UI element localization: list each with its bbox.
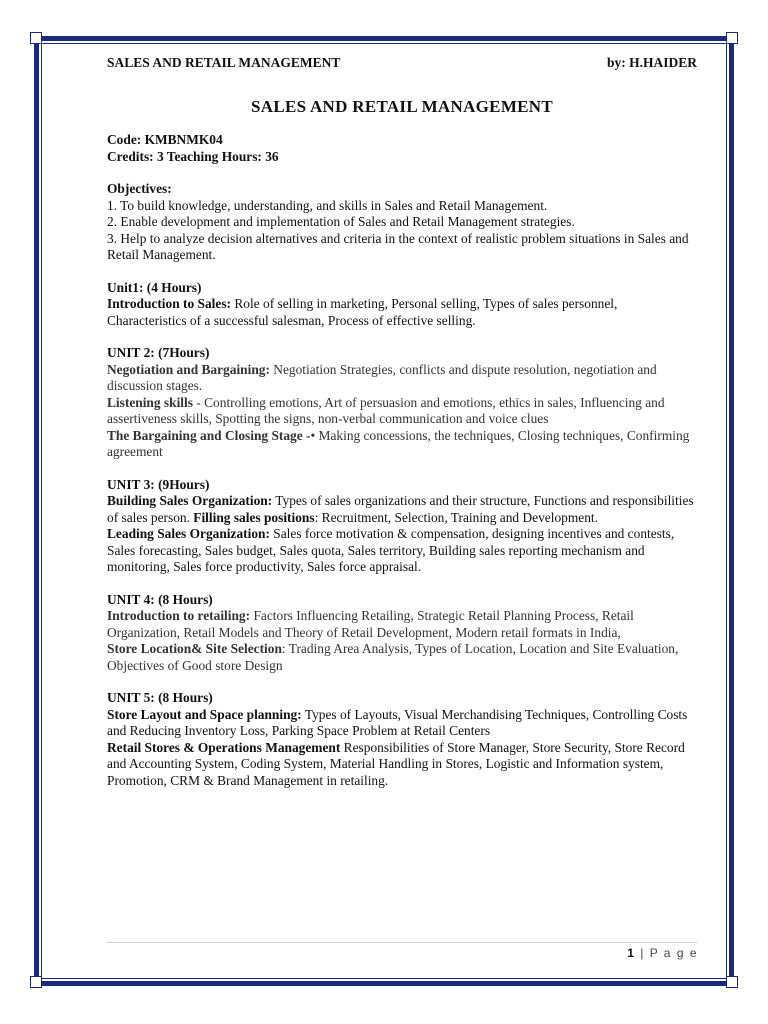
topic-title: The Bargaining and Closing Stage - bbox=[107, 427, 311, 443]
header-author: by: H.HAIDER bbox=[606, 55, 697, 70]
topic-title: Retail Stores & Operations Management bbox=[107, 739, 341, 755]
unit-paragraph bbox=[107, 428, 697, 461]
objective-item: 1. To build knowledge, understanding, and skills in Sales and Retail Management. bbox=[107, 197, 548, 213]
page-number: 1 bbox=[627, 946, 636, 960]
course-credits: Credits: 3 Teaching Hours: 36 bbox=[107, 148, 279, 164]
unit-3-section bbox=[107, 477, 697, 576]
topic-title: Building Sales Organization: bbox=[107, 493, 273, 508]
course-code: Code: KMBNMK04 bbox=[107, 132, 223, 147]
border-corner-bottom-right bbox=[726, 976, 738, 988]
unit-2-section bbox=[107, 345, 697, 461]
page-label: P a g e bbox=[649, 946, 698, 960]
unit-heading: Unit1: (4 Hours) bbox=[107, 279, 202, 295]
topic-description: Sales force motivation & compensation, designing incentives and contests, Sales forecasting, Sales budget, Sales quota, Sales territory, Building sales reporting mechanism and monitoring, Sales force productivity, Sales force appraisal. bbox=[107, 526, 675, 574]
unit-heading: UNIT 4: (8 Hours) bbox=[107, 591, 213, 607]
objectives-section bbox=[107, 181, 697, 264]
topic-description: : Trading Area Analysis, Types of Location, Location and Site Evaluation, Objectives of Good store Design bbox=[107, 641, 679, 673]
topic-title: Listening skills bbox=[107, 394, 193, 410]
topic-description: Factors Influencing Retailing, Strategic Retail Planning Process, Retail Organization, Retail Models and Theory of Retail Development, Modern retail formats in India, bbox=[107, 608, 634, 640]
topic-title: Store Layout and Space planning: bbox=[107, 706, 302, 722]
topic-description: • Making concessions, the techniques, Closing techniques, Confirming agreement bbox=[107, 427, 690, 459]
topic-title: Negotiation and Bargaining: bbox=[107, 361, 270, 377]
header-left-text: SALES AND RETAIL MANAGEMENT bbox=[107, 55, 341, 70]
objectives-heading: Objectives: bbox=[107, 181, 172, 196]
unit-heading: UNIT 3: (9Hours) bbox=[107, 476, 210, 492]
unit-paragraph bbox=[107, 740, 697, 790]
topic-description: Types of sales organizations and their structure, Functions and responsibilities of sales person. bbox=[107, 493, 694, 525]
footer-separator: | bbox=[635, 946, 650, 960]
unit-paragraph bbox=[107, 395, 697, 428]
running-header bbox=[107, 55, 697, 72]
objective-item: 2. Enable development and implementation of Sales and Retail Management strategies. bbox=[107, 214, 575, 229]
document-title: SALES AND RETAIL MANAGEMENT bbox=[250, 96, 554, 116]
topic-description: : Recruitment, Selection, Training and Development. bbox=[314, 509, 598, 525]
unit-paragraph bbox=[107, 362, 697, 395]
topic-title: Filling sales positions bbox=[193, 509, 315, 525]
topic-description: Negotiation Strategies, conflicts and dispute resolution, negotiation and discussion stages. bbox=[107, 361, 657, 393]
border-corner-top-right bbox=[726, 32, 738, 44]
document-body bbox=[107, 55, 697, 789]
unit-4-section bbox=[107, 592, 697, 675]
footer-divider bbox=[107, 942, 697, 943]
unit-paragraph bbox=[107, 493, 697, 526]
border-corner-top-left bbox=[30, 32, 42, 44]
course-meta bbox=[107, 132, 697, 165]
topic-description: Types of Layouts, Visual Merchandising Techniques, Controlling Costs and Reducing Inventory Loss, Parking Space Problem at Retail Centers bbox=[107, 706, 688, 738]
unit-paragraph bbox=[107, 526, 697, 576]
unit-5-section bbox=[107, 690, 697, 789]
page-footer bbox=[627, 946, 698, 960]
objective-item: 3. Help to analyze decision alternatives and criteria in the context of realistic problem situations in Sales and Retail Management. bbox=[107, 230, 689, 262]
unit-1-section bbox=[107, 280, 697, 330]
topic-description: - Controlling emotions, Art of persuasion and emotions, ethics in sales, Influencing and assertiveness skills, Spotting the signs, non-verbal communication and voice clues bbox=[107, 394, 665, 426]
topic-title: Store Location& Site Selection bbox=[107, 641, 282, 656]
border-corner-bottom-left bbox=[30, 976, 42, 988]
topic-title: Introduction to retailing: bbox=[107, 608, 251, 623]
topic-title: Introduction to Sales: bbox=[107, 296, 232, 311]
topic-description: Role of selling in marketing, Personal selling, Types of sales personnel, Characteristics of a successful salesman, Process of effective selling. bbox=[107, 296, 618, 328]
unit-paragraph bbox=[107, 707, 697, 740]
unit-heading: UNIT 2: (7Hours) bbox=[107, 345, 210, 360]
topic-description: Responsibilities of Store Manager, Store Security, Store Record and Accounting System, Coding System, Material Handling in Stores, Logistic and Information system, Promotion, CRM & Brand Management in retailing. bbox=[107, 739, 685, 788]
unit-heading: UNIT 5: (8 Hours) bbox=[107, 690, 213, 705]
topic-title: Leading Sales Organization: bbox=[107, 526, 270, 541]
unit-paragraph bbox=[107, 608, 697, 641]
unit-paragraph bbox=[107, 641, 697, 674]
unit-paragraph bbox=[107, 296, 697, 329]
